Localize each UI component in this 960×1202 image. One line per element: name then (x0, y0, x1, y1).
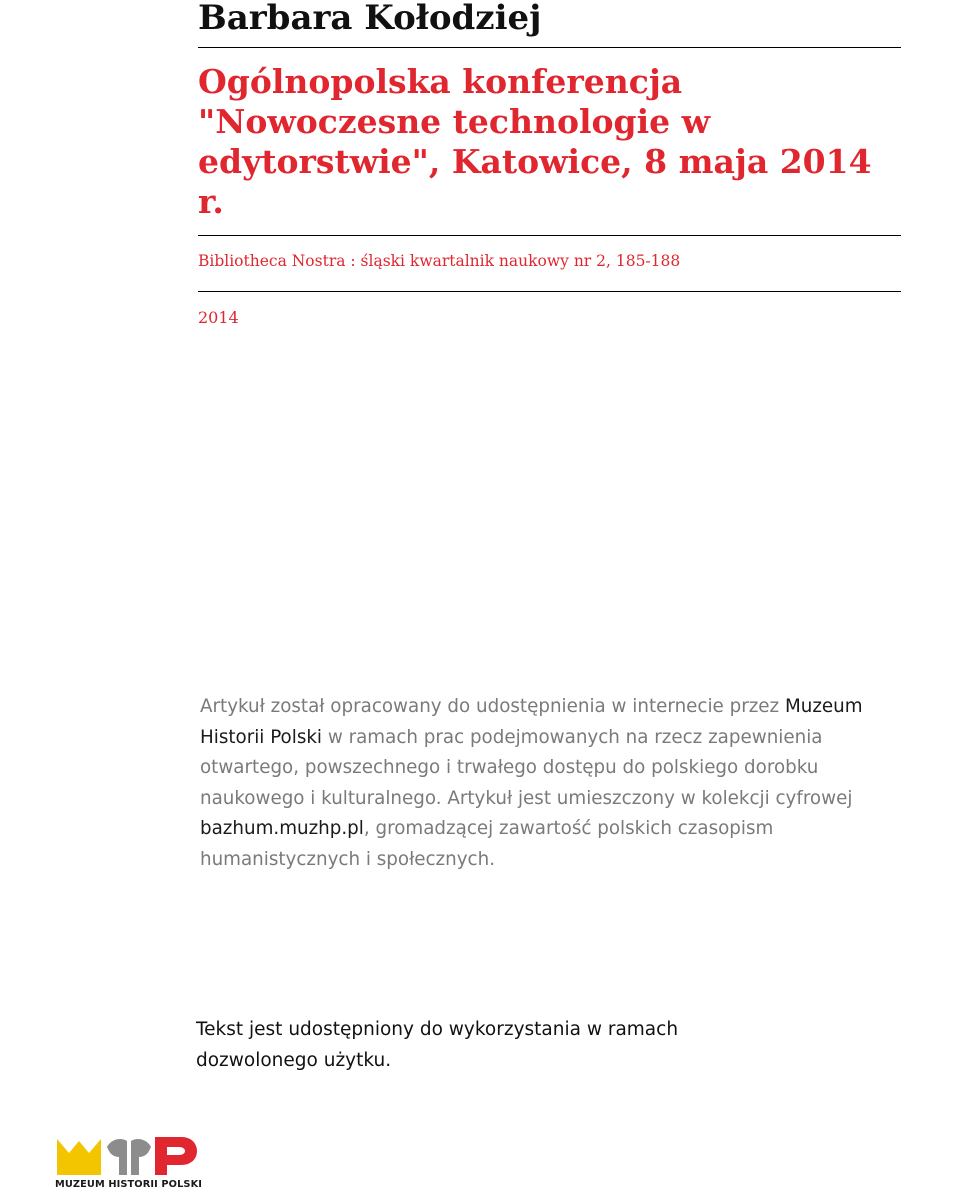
museum-name: Muzeum Historii Polski (200, 696, 863, 748)
divider-top (198, 47, 901, 48)
muzeum-historii-polski-logo (55, 1135, 203, 1195)
author-name: Barbara Kołodziej (198, 0, 542, 38)
notice-text-1: Artykuł został opracowany do udostępnienia w internecie przez (200, 696, 785, 717)
bazhum-link[interactable]: bazhum.muzhp.pl (200, 818, 364, 839)
source-citation: Bibliotheca Nostra : śląski kwartalnik naukowy nr 2, 185-188 (198, 252, 681, 270)
notice-text-2: w ramach prac podejmowanych na rzecz zapewnienia otwartego, powszechnego i trwałego dostępu do polskiego dorobku naukowego i kulturalnego. Artykuł jest umieszczony w kolekcji cyfrowej (200, 726, 853, 809)
article-title: Ogólnopolska konferencja "Nowoczesne technologie w edytorstwie", Katowice, 8 maja 2014 r. (198, 62, 872, 221)
notice-text-3: , gromadzącej zawartość polskich czasopism humanistycznych i społecznych. (200, 818, 774, 870)
license-statement: Tekst jest udostępniony do wykorzystania w ramach dozwolonego użytku. (196, 1019, 679, 1071)
publication-year: 2014 (198, 308, 239, 327)
divider-bottom (198, 291, 901, 292)
digitization-notice (200, 692, 880, 875)
logo-caption: MUZEUM HISTORII POLSKI (55, 1179, 203, 1190)
divider-middle (198, 235, 901, 236)
mhp-logo-icon (55, 1135, 200, 1179)
